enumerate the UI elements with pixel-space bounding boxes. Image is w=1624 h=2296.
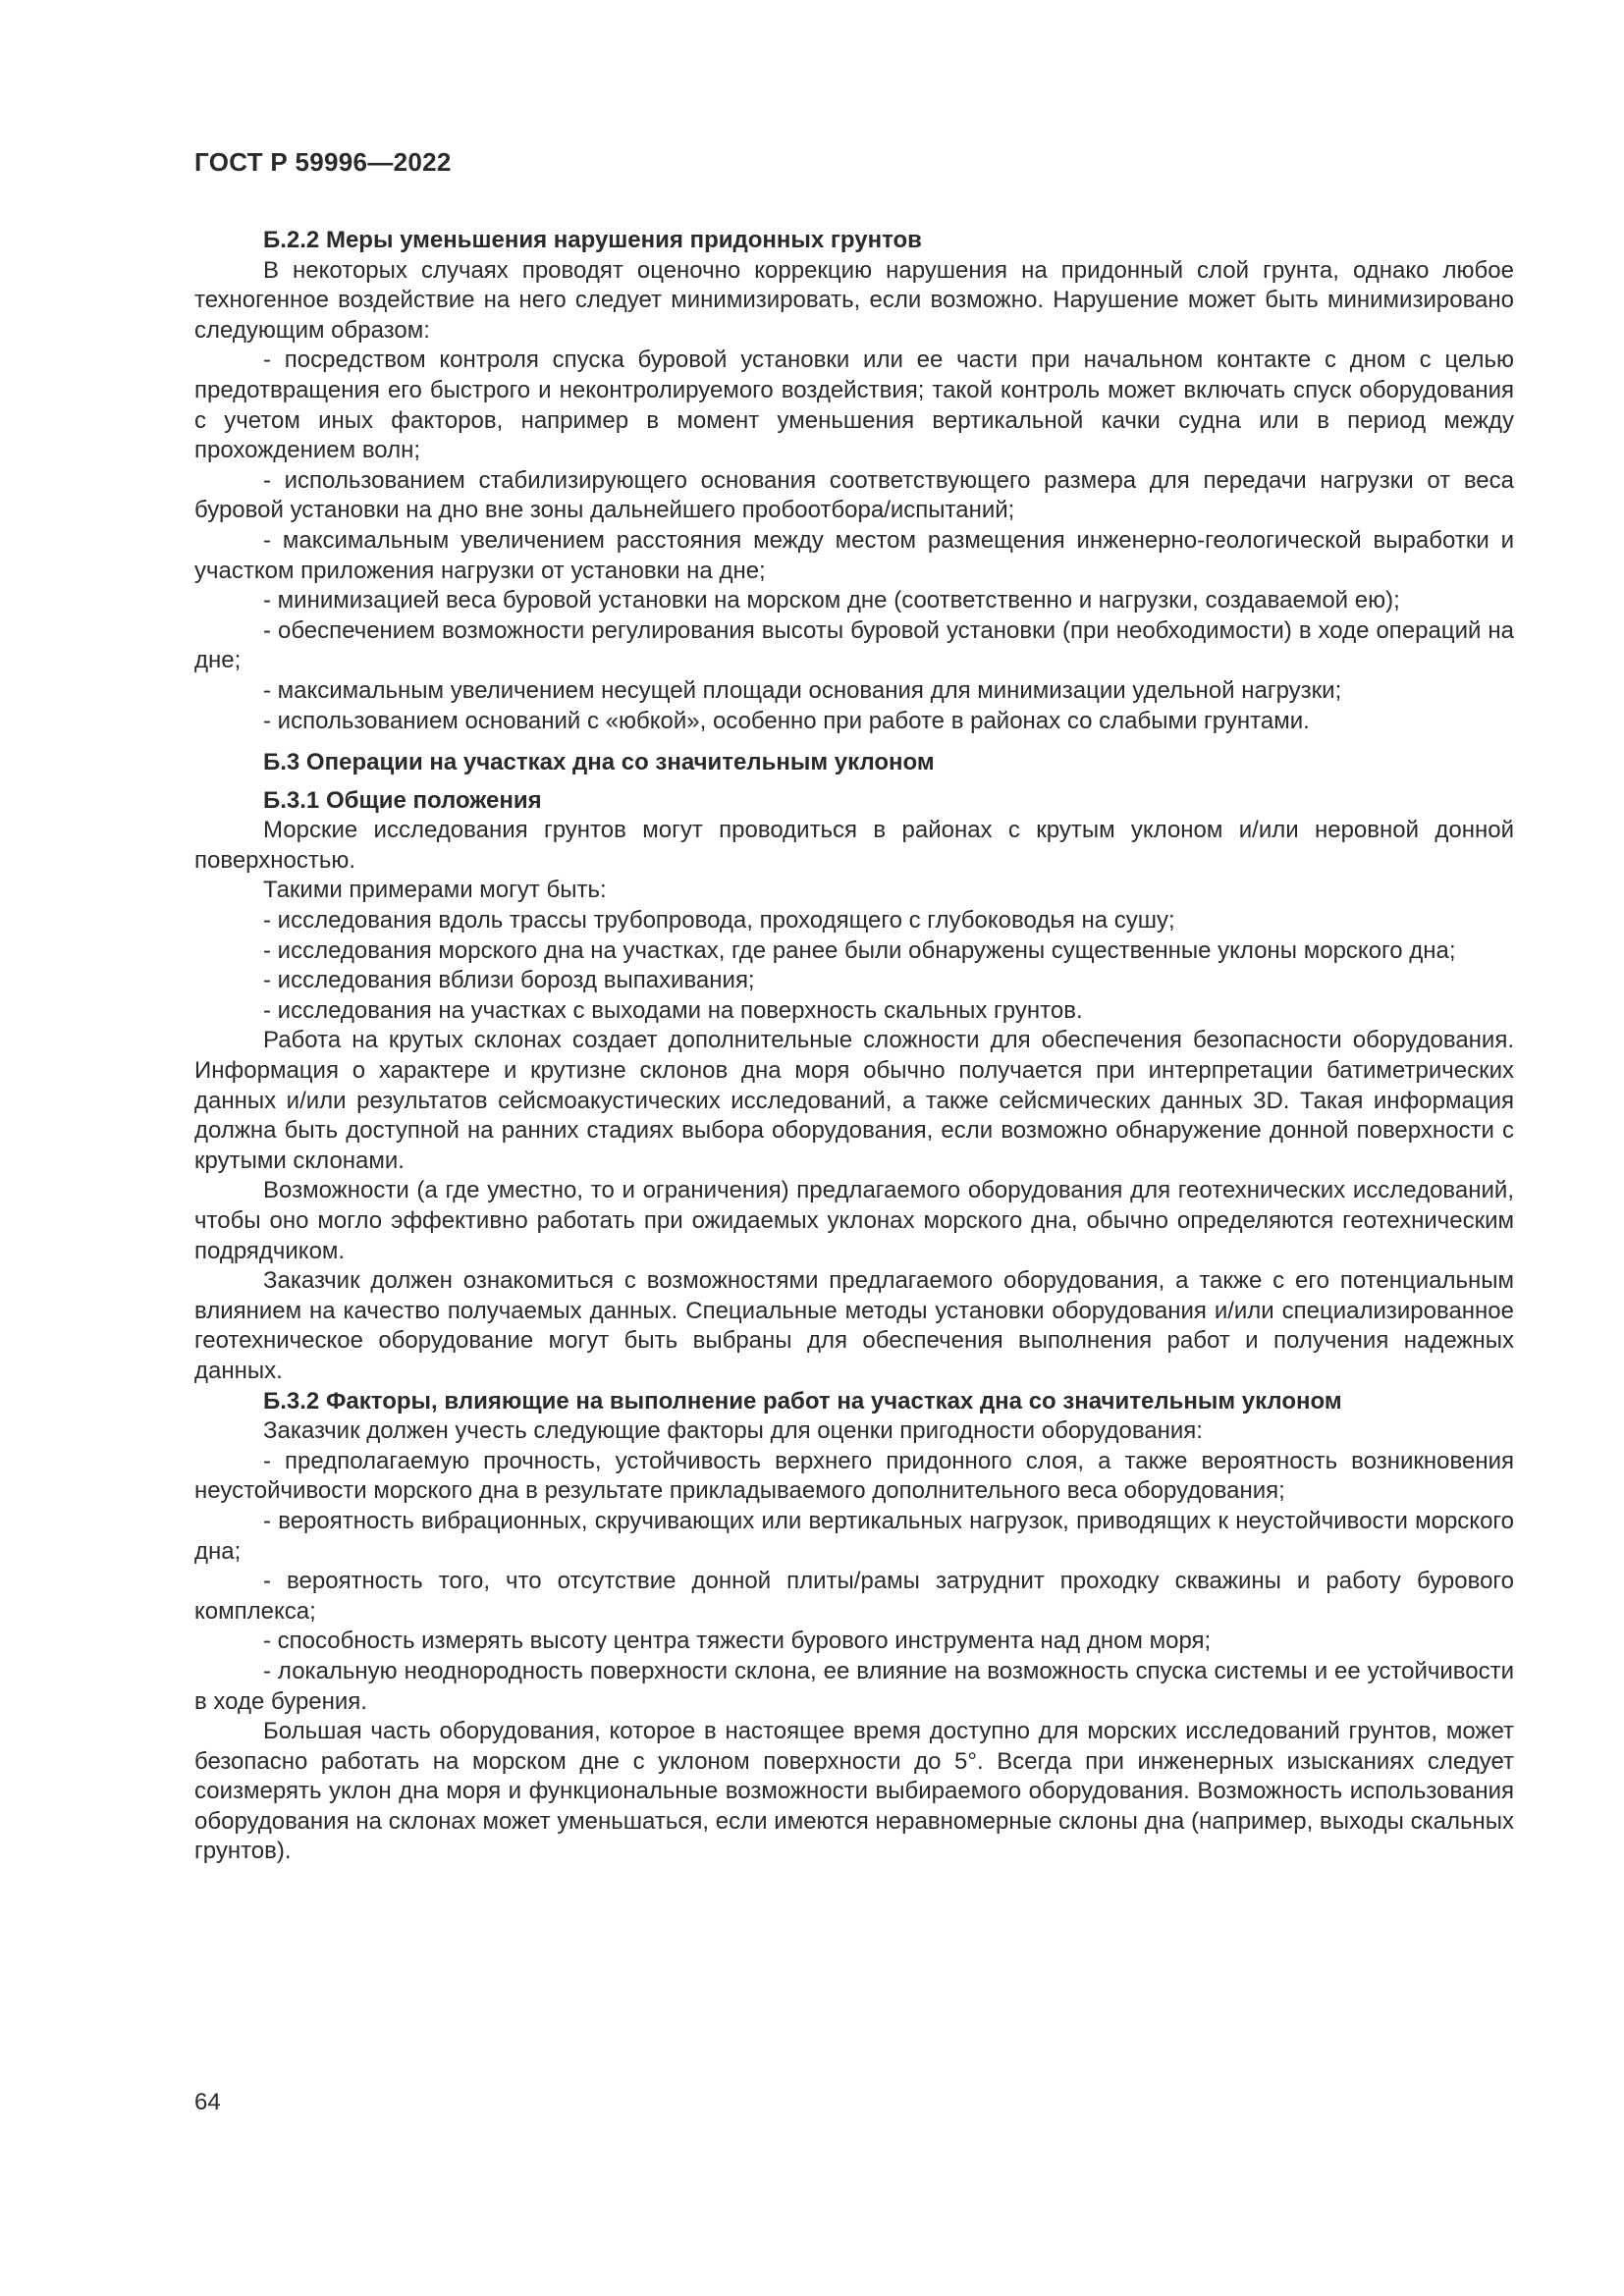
list-item: - исследования морского дна на участках, где ранее были обнаружены существенные уклоны морского дна; xyxy=(263,936,1456,964)
list-item: - локальную неоднородность поверхности склона, ее влияние на возможность спуска системы и ее устойчивости в ходе бурения. xyxy=(194,1657,1514,1715)
page-number: 64 xyxy=(194,2089,221,2115)
paragraph: В некоторых случаях проводят оценочно коррекцию нарушения на придонный слой грунта, однако любое техногенное воздействие на него следует минимизировать, если возможно. Нарушение может быть минимизировано следующим образом: xyxy=(194,256,1514,344)
list-item: - максимальным увеличением несущей площади основания для минимизации удельной нагрузки; xyxy=(263,676,1342,704)
list-item: - исследования вдоль трассы трубопровода, проходящего с глубоководья на сушу; xyxy=(263,907,1175,934)
paragraph: Работа на крутых склонах создает дополнительные сложности для обеспечения безопасности оборудования. Информация о характере и крутизне склонов дна моря обычно получается при интерпретации батиметрических данных и/или результатов сейсмоакустических исследований, а также сейсмических данных 3D. Такая информация должна быть доступной на ранних стадиях выбора оборудования, если возможно обнаружение донной поверхности с крутыми склонами. xyxy=(194,1027,1515,1174)
list-item: - использованием оснований с «юбкой», особенно при работе в районах со слабыми грунтами. xyxy=(263,707,1310,734)
list-item: - обеспечением возможности регулирования высоты буровой установки (при необходимости) в ходе операций на дне; xyxy=(194,616,1514,674)
section-heading-b31: Б.3.1 Общие положения xyxy=(263,786,542,814)
list-item: - посредством контроля спуска буровой установки или ее части при начальном контакте с дном с целью предотвращения его быстрого и неконтролируемого воздействия; такой контроль может включать спуск оборудования с учетом иных факторов, например в момент уменьшения вертикальной качки судна или в период между прохождением волн; xyxy=(194,347,1514,464)
paragraph: Морские исследования грунтов могут проводиться в районах с крутым уклоном и/или неровной донной поверхностью. xyxy=(194,817,1514,874)
list-item: - использованием стабилизирующего основания соответствующего размера для передачи нагрузки от веса буровой установки на дно вне зоны дальнейшего пробоотбора/испытаний; xyxy=(194,466,1514,524)
list-item: - вероятность вибрационных, скручивающих или вертикальных нагрузок, приводящих к неустойчивости морского дна; xyxy=(194,1507,1514,1565)
section-heading-b3: Б.3 Операции на участках дна со значительным уклоном xyxy=(263,749,935,776)
section-heading-b32: Б.3.2 Факторы, влияющие на выполнение работ на участках дна со значительным уклоном xyxy=(263,1387,1342,1415)
list-item: - вероятность того, что отсутствие донной плиты/рамы затруднит проходку скважины и работу бурового комплекса; xyxy=(194,1568,1514,1625)
document-body xyxy=(194,226,1514,1867)
document-code: ГОСТ Р 59996—2022 xyxy=(194,147,452,177)
list-item: - исследования вблизи борозд выпахивания; xyxy=(263,967,755,994)
paragraph: Возможности (а где уместно, то и ограничения) предлагаемого оборудования для геотехнических исследований, чтобы оно могло эффективно работать при ожидаемых уклонах морского дна, обычно определяются геотехническим подрядчиком. xyxy=(194,1177,1514,1264)
paragraph: Большая часть оборудования, которое в настоящее время доступно для морских исследований грунтов, может безопасно работать на морском дне с уклоном поверхности до 5°. Всегда при инженерных изысканиях следует соизмерять уклон дна моря и функциональные возможности выбираемого оборудования. Возможность использования оборудования на склонах может уменьшаться, если имеются неравномерные склоны дна (например, выходы скальных грунтов). xyxy=(194,1718,1514,1865)
list-item: - способность измерять высоту центра тяжести бурового инструмента над дном моря; xyxy=(263,1628,1212,1655)
list-item: - максимальным увеличением расстояния между местом размещения инженерно-геологической выработки и участком приложения нагрузки от установки на дне; xyxy=(194,526,1514,584)
paragraph: Заказчик должен ознакомиться с возможностями предлагаемого оборудования, а также с его потенциальным влиянием на качество получаемых данных. Специальные методы установки оборудования и/или специализированное геотехническое оборудование могут быть выбраны для обеспечения выполнения работ и получения надежных данных. xyxy=(194,1267,1514,1384)
section-heading-b22: Б.2.2 Меры уменьшения нарушения придонных грунтов xyxy=(263,227,922,253)
paragraph: Такими примерами могут быть: xyxy=(263,877,607,904)
list-item: - предполагаемую прочность, устойчивость верхнего придонного слоя, а также вероятность возникновения неустойчивости морского дна в результате прикладываемого дополнительного веса оборудования; xyxy=(194,1447,1514,1505)
list-item: - исследования на участках с выходами на поверхность скальных грунтов. xyxy=(263,996,1083,1024)
list-item: - минимизацией веса буровой установки на морском дне (соответственно и нагрузки, создаваемой ею); xyxy=(263,587,1400,614)
paragraph: Заказчик должен учесть следующие факторы для оценки пригодности оборудования: xyxy=(263,1417,1203,1445)
